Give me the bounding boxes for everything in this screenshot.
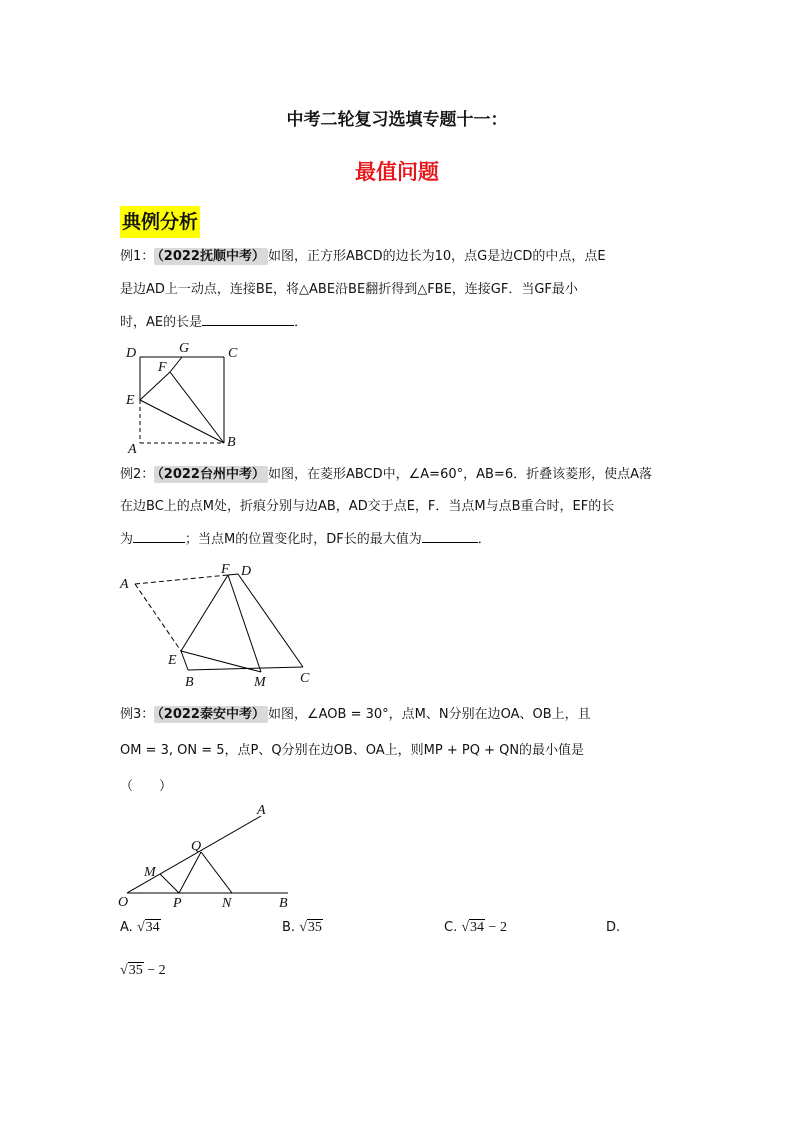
option-a-letter: A. xyxy=(120,920,133,935)
option-c-letter: C. xyxy=(444,920,458,935)
ex3-option-a[interactable] xyxy=(120,920,161,936)
ex3-option-d[interactable] xyxy=(606,920,620,935)
ex1-label-c: C xyxy=(228,346,238,361)
ex2-line3 xyxy=(120,530,680,549)
ex1-label-e: E xyxy=(126,393,135,408)
option-d-value: √35 − 2 xyxy=(120,963,166,978)
ex2-prefix: 例2： xyxy=(120,467,155,482)
ex3-source-tag: （2022泰安中考） xyxy=(154,706,268,723)
ex2-figure xyxy=(115,560,320,690)
ex3-option-c[interactable] xyxy=(444,920,507,936)
ex2-label-a: A xyxy=(120,577,129,592)
ex2-label-f: F xyxy=(221,562,230,577)
ex3-line2: OM = 3, ON = 5，点P、Q分别在边OB、OA上，则MP + PQ + QN的最小值是 xyxy=(120,743,585,758)
ex1-line2: 是边AD上一动点，连接BE，将△ABE沿BE翻折得到△FBE，连接GF．当GF最小 xyxy=(120,282,578,297)
ex2-label-d: D xyxy=(241,564,252,579)
ex3-label-m: M xyxy=(144,865,156,880)
ex3-label-q: Q xyxy=(191,839,202,854)
ex2-text1: 如图，在菱形ABCD中，∠A=60°，AB=6．折叠该菱形，使点A落 xyxy=(267,467,652,482)
ex3-option-b[interactable] xyxy=(282,920,323,936)
ex2-label-e: E xyxy=(168,653,177,668)
page-subtitle: 最值问题 xyxy=(355,160,439,184)
ex2-line1 xyxy=(120,466,680,484)
ex1-figure xyxy=(118,335,253,455)
ex2-label-b: B xyxy=(185,675,194,690)
ex3-label-p: P xyxy=(173,896,182,910)
ex2-answer-blank-2[interactable] xyxy=(422,530,478,543)
ex1-line1 xyxy=(120,248,680,266)
option-a-value: √34 xyxy=(136,920,160,935)
ex2-text3a: 为 xyxy=(120,532,134,547)
ex3-label-b: B xyxy=(279,896,288,910)
option-b-letter: B. xyxy=(282,920,296,935)
ex1-text3a: 时，AE的长是 xyxy=(120,315,203,330)
ex2-text3c: ． xyxy=(477,532,491,547)
ex2-text3b: ；当点M的位置变化时，DF长的最大值为 xyxy=(185,532,422,547)
ex2-line2: 在边BC上的点M处，折痕分别与边AB，AD交于点E，F．当点M与点B重合时，EF的长 xyxy=(120,499,615,514)
ex1-prefix: 例1： xyxy=(120,249,155,264)
ex3-label-o: O xyxy=(118,895,129,910)
ex1-text1: 如图，正方形ABCD的边长为10，点G是边CD的中点，点E xyxy=(267,249,606,264)
option-c-value: √34 − 2 xyxy=(461,920,507,935)
option-b-value: √35 xyxy=(299,920,322,935)
ex2-answer-blank-1[interactable] xyxy=(133,530,185,543)
ex2-label-m: M xyxy=(254,675,266,690)
ex3-option-d-value-row[interactable] xyxy=(120,963,166,979)
ex1-text3b: ． xyxy=(294,315,308,330)
ex1-source-tag: （2022抚顺中考） xyxy=(154,248,268,265)
ex3-figure xyxy=(115,800,305,910)
ex3-label-n: N xyxy=(222,896,232,910)
ex1-answer-blank[interactable] xyxy=(202,313,294,326)
ex3-text1: 如图，∠AOB = 30°，点M、N分别在边OA、OB上，且 xyxy=(267,707,591,722)
ex1-label-b: B xyxy=(227,435,236,450)
ex3-line3: （ ） xyxy=(120,779,173,794)
ex1-line3 xyxy=(120,313,680,332)
ex1-label-g: G xyxy=(179,341,190,356)
ex3-prefix: 例3： xyxy=(120,707,155,722)
ex2-label-c: C xyxy=(300,671,310,686)
page-title: 中考二轮复习选填专题十一： xyxy=(286,110,508,130)
ex1-label-f: F xyxy=(158,360,167,375)
ex2-source-tag: （2022台州中考） xyxy=(154,466,268,483)
ex3-line1 xyxy=(120,706,680,724)
option-d-letter: D. xyxy=(606,920,621,935)
ex3-label-a: A xyxy=(257,803,266,818)
ex1-label-a: A xyxy=(128,442,137,455)
ex1-label-d: D xyxy=(126,346,137,361)
section-heading: 典例分析 xyxy=(120,206,200,238)
